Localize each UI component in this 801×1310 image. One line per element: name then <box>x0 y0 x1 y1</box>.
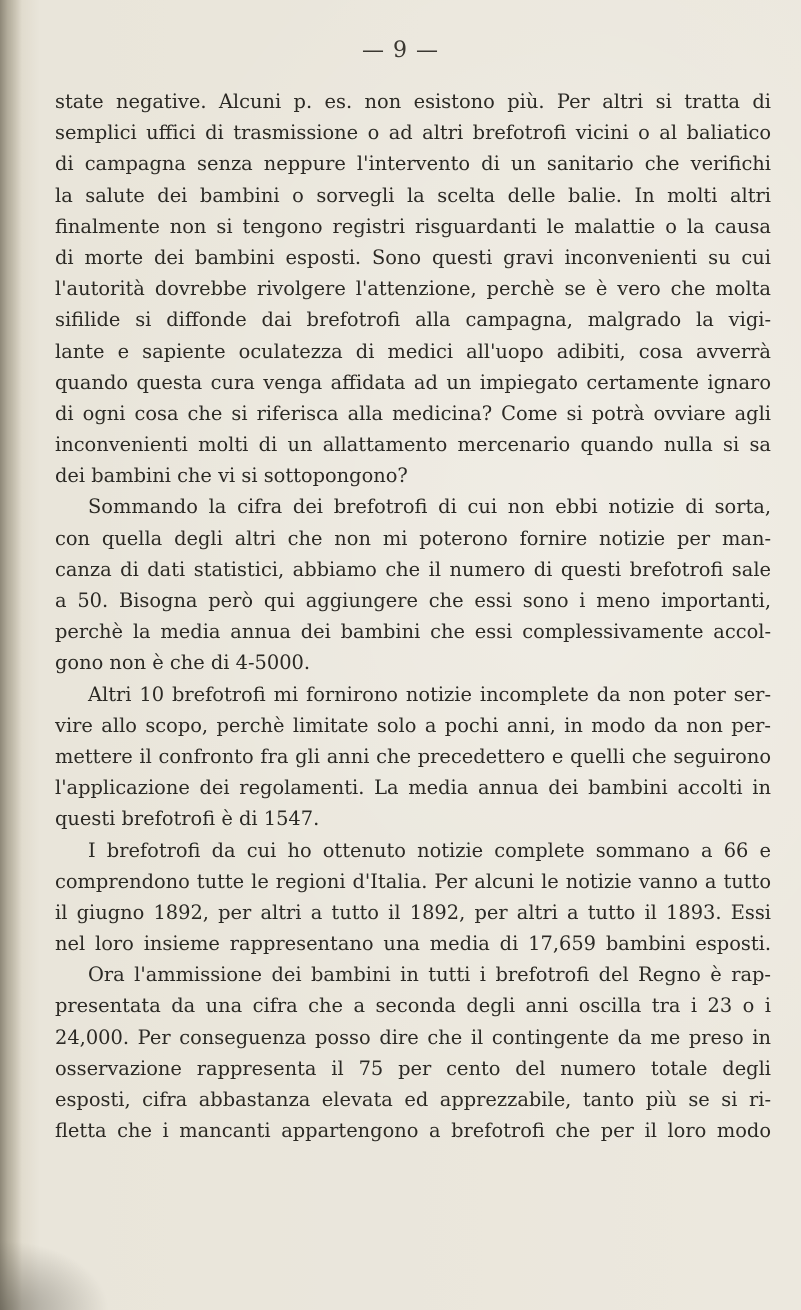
text-line: Ora l'ammissione dei bambini in tutti i brefotrofi del Regno è rap- <box>88 963 771 987</box>
text-line: sifilide si diffonde dai brefotrofi alla campagna, malgrado la vigi- <box>55 308 771 332</box>
text-line: semplici uffici di trasmissione o ad altri brefotrofi vicini o al baliatico <box>55 121 771 145</box>
text-line: I brefotrofi da cui ho ottenuto notizie complete sommano a 66 e <box>88 838 771 862</box>
text-line: quando questa cura venga affidata ad un impiegato certamente ignaro <box>55 370 771 394</box>
text-line: esposti, cifra abbastanza elevata ed apprezzabile, tanto più se si ri- <box>55 1088 771 1111</box>
text-line: il giugno 1892, per altri a tutto il 1892, per altri a tutto il 1893. Essi <box>55 900 771 924</box>
text-line: finalmente non si tengono registri risguardanti le malattie o la causa <box>55 214 771 238</box>
text-line: state negative. Alcuni p. es. non esistono più. Per altri si tratta di <box>55 90 771 113</box>
text-line: mettere il confronto fra gli anni che precedettero e quelli che seguirono <box>55 744 771 768</box>
text-line: la salute dei bambini o sorvegli la scelta delle balie. In molti altri <box>55 183 771 207</box>
text-line: questi brefotrofi è di 1547. <box>55 807 320 831</box>
page-binding-shadow <box>0 0 22 1310</box>
text-line: Sommando la cifra dei brefotrofi di cui non ebbi notizie di sorta, <box>88 495 771 519</box>
text-line: di morte dei bambini esposti. Sono questi gravi inconvenienti su cui <box>55 245 771 269</box>
text-line: di campagna senza neppure l'intervento di un sanitario che verifichi <box>55 152 771 176</box>
text-line: inconvenienti molti di un allattamento mercenario quando nulla si sa <box>55 433 771 457</box>
text-line: di ogni cosa che si riferisca alla medicina? Come si potrà ovviare agli <box>55 401 771 425</box>
page-corner-stain <box>0 1240 110 1310</box>
body-text <box>55 86 771 1146</box>
text-line: 24,000. Per conseguenza posso dire che il contingente da me preso in <box>55 1025 771 1049</box>
text-line: l'autorità dovrebbe rivolgere l'attenzione, perchè se è vero che molta <box>55 277 771 301</box>
text-line: osservazione rappresenta il 75 per cento del numero totale degli <box>55 1056 771 1080</box>
text-line: dei bambini che vi si sottopongono? <box>55 464 408 488</box>
text-line: l'applicazione dei regolamenti. La media annua dei bambini accolti in <box>55 776 771 800</box>
page-number: — 9 — <box>362 38 439 63</box>
text-line: gono non è che di 4-5000. <box>55 651 311 675</box>
text-line: canza di dati statistici, abbiamo che il numero di questi brefotrofi sale <box>55 557 771 581</box>
text-line: a 50. Bisogna però qui aggiungere che essi sono i meno importanti, <box>55 589 771 612</box>
text-line: fletta che i mancanti appartengono a brefotrofi che per il loro modo <box>55 1119 771 1143</box>
text-line: presentata da una cifra che a seconda degli anni oscilla tra i 23 o i <box>55 994 771 1018</box>
text-line: comprendono tutte le regioni d'Italia. Per alcuni le notizie vanno a tutto <box>55 869 771 893</box>
text-line: vire allo scopo, perchè limitate solo a pochi anni, in modo da non per- <box>55 713 771 737</box>
text-line: nel loro insieme rappresentano una media di 17,659 bambini esposti. <box>55 932 771 956</box>
text-line: perchè la media annua dei bambini che essi complessivamente accol- <box>55 620 771 644</box>
text-line: con quella degli altri che non mi poterono fornire notizie per man- <box>55 526 771 550</box>
text-line: Altri 10 brefotrofi mi fornirono notizie incomplete da non poter ser- <box>88 682 771 706</box>
text-line: lante e sapiente oculatezza di medici all'uopo adibiti, cosa avverrà <box>55 339 771 363</box>
